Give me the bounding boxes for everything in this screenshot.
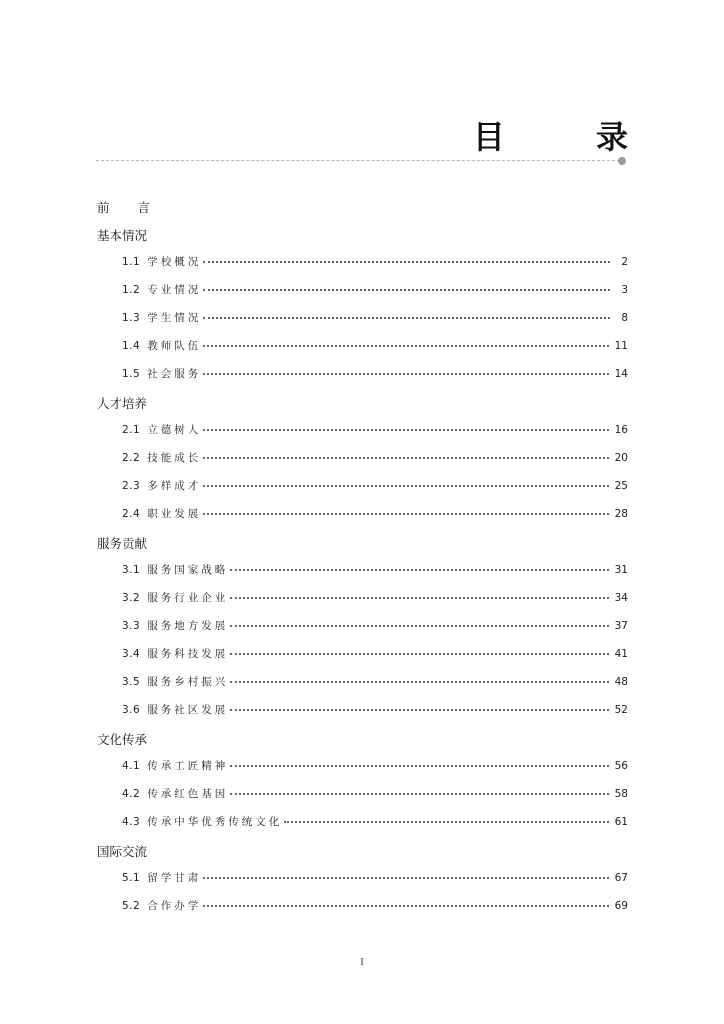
toc-entry[interactable] — [122, 366, 628, 382]
toc-entry-number: 1.2 — [122, 284, 141, 296]
toc-entry-title: 合作办学 — [147, 900, 202, 912]
toc-entry-page: 69 — [614, 900, 628, 912]
page-number: I — [360, 957, 364, 968]
toc-entry[interactable] — [122, 562, 628, 578]
toc-leader-dots — [230, 569, 608, 571]
toc-entry-page: 48 — [614, 676, 628, 688]
toc-leader-dots — [203, 289, 610, 291]
toc-entry-title: 学校概况 — [147, 256, 202, 268]
toc-entry[interactable] — [122, 898, 628, 914]
toc-entry-title: 服务行业企业 — [147, 592, 229, 604]
toc-entry-title: 学生情况 — [147, 312, 202, 324]
toc-leader-dots — [230, 709, 608, 711]
toc-entry[interactable] — [122, 282, 628, 298]
toc-entry-number: 4.2 — [122, 788, 141, 800]
toc-entry[interactable] — [122, 478, 628, 494]
toc-entry-title: 传承中华优秀传统文化 — [147, 816, 283, 828]
toc-entry-number: 2.4 — [122, 508, 141, 520]
toc-leader-dots — [203, 905, 608, 907]
toc-entry-title: 服务地方发展 — [147, 620, 229, 632]
toc-entry-title: 职业发展 — [147, 508, 202, 520]
toc-entry-title: 教师队伍 — [147, 340, 202, 352]
toc-entry[interactable] — [122, 506, 628, 522]
toc-entry-number: 3.5 — [122, 676, 141, 688]
toc-entry[interactable] — [122, 254, 628, 270]
toc-entry-page: 16 — [614, 424, 628, 436]
toc-entry-page: 8 — [621, 312, 628, 324]
toc-leader-dots — [203, 877, 608, 879]
toc-entry-number: 2.2 — [122, 452, 141, 464]
toc-leader-dots — [203, 429, 608, 431]
toc-entry-number: 2.3 — [122, 480, 141, 492]
toc-entry-page: 2 — [621, 256, 628, 268]
toc-entry-number: 3.2 — [122, 592, 141, 604]
toc-entry-title: 传承红色基因 — [147, 788, 229, 800]
toc-entry[interactable] — [122, 338, 628, 354]
toc-entry-page: 28 — [614, 508, 628, 520]
page-title: 目 录 — [472, 118, 668, 156]
toc-section-heading[interactable]: 人才培养 — [97, 396, 148, 411]
toc-entry-number: 2.1 — [122, 424, 141, 436]
toc-entry-number: 4.3 — [122, 816, 141, 828]
toc-entry[interactable] — [122, 450, 628, 466]
toc-entry-number: 3.6 — [122, 704, 141, 716]
toc-entry-page: 41 — [614, 648, 628, 660]
toc-entry-number: 5.1 — [122, 872, 141, 884]
toc-leader-dots — [203, 513, 608, 515]
toc-section-heading[interactable]: 基本情况 — [97, 228, 148, 243]
toc-entry-title: 留学甘肃 — [147, 872, 202, 884]
toc-leader-dots — [203, 345, 608, 347]
toc-entry-title: 服务科技发展 — [147, 648, 229, 660]
toc-entry-page: 34 — [614, 592, 628, 604]
toc-leader-dots — [284, 821, 608, 823]
toc-entry-title: 专业情况 — [147, 284, 202, 296]
toc-preface[interactable]: 前言 — [97, 200, 179, 215]
toc-entry-number: 1.1 — [122, 256, 141, 268]
toc-entry-title: 传承工匠精神 — [147, 760, 229, 772]
toc-entry-number: 1.3 — [122, 312, 141, 324]
toc-entry-number: 3.4 — [122, 648, 141, 660]
toc-entry-page: 37 — [614, 620, 628, 632]
toc-entry-number: 4.1 — [122, 760, 141, 772]
toc-entry-title: 服务社区发展 — [147, 704, 229, 716]
toc-entry[interactable] — [122, 422, 628, 438]
toc-entry-page: 14 — [614, 368, 628, 380]
toc-entry-page: 67 — [614, 872, 628, 884]
toc-leader-dots — [230, 765, 608, 767]
toc-entry-title: 服务乡村振兴 — [147, 676, 229, 688]
toc-section-heading[interactable]: 服务贡献 — [97, 536, 148, 551]
toc-entry-page: 52 — [614, 704, 628, 716]
toc-leader-dots — [203, 373, 608, 375]
toc-entry-number: 5.2 — [122, 900, 141, 912]
title-divider — [96, 160, 620, 161]
toc-entry-number: 1.4 — [122, 340, 141, 352]
toc-section-heading[interactable]: 文化传承 — [97, 732, 148, 747]
toc-entry-title: 技能成长 — [147, 452, 202, 464]
toc-leader-dots — [203, 485, 608, 487]
toc-entry-page: 3 — [621, 284, 628, 296]
toc-entry-page: 25 — [614, 480, 628, 492]
toc-leader-dots — [203, 261, 610, 263]
toc-entry[interactable] — [122, 310, 628, 326]
toc-entry-number: 3.3 — [122, 620, 141, 632]
toc-leader-dots — [230, 625, 608, 627]
toc-leader-dots — [203, 457, 608, 459]
toc-entry-page: 31 — [614, 564, 628, 576]
toc-entry-page: 11 — [614, 340, 628, 352]
toc-entry-page: 20 — [614, 452, 628, 464]
toc-entry-page: 58 — [614, 788, 628, 800]
toc-entry-title: 服务国家战略 — [147, 564, 229, 576]
toc-entry[interactable] — [122, 702, 628, 718]
toc-section-heading[interactable]: 国际交流 — [97, 844, 148, 859]
toc-entry-number: 3.1 — [122, 564, 141, 576]
toc-entry-title: 立德树人 — [147, 424, 202, 436]
divider-dot-icon — [618, 157, 626, 165]
toc-leader-dots — [230, 653, 608, 655]
toc-entry[interactable] — [122, 618, 628, 634]
toc-entry[interactable] — [122, 758, 628, 774]
toc-entry[interactable] — [122, 646, 628, 662]
toc-leader-dots — [203, 317, 610, 319]
toc-entry-page: 56 — [614, 760, 628, 772]
toc-entry[interactable] — [122, 674, 628, 690]
toc-entry[interactable] — [122, 590, 628, 606]
toc-entry-page: 61 — [614, 816, 628, 828]
toc-entry-title: 多样成才 — [147, 480, 202, 492]
toc-leader-dots — [230, 681, 608, 683]
toc-entry[interactable] — [122, 786, 628, 802]
toc-entry-number: 1.5 — [122, 368, 141, 380]
toc-entry[interactable] — [122, 814, 628, 830]
toc-leader-dots — [230, 793, 608, 795]
toc-leader-dots — [230, 597, 608, 599]
toc-entry-title: 社会服务 — [147, 368, 202, 380]
toc-entry[interactable] — [122, 870, 628, 886]
